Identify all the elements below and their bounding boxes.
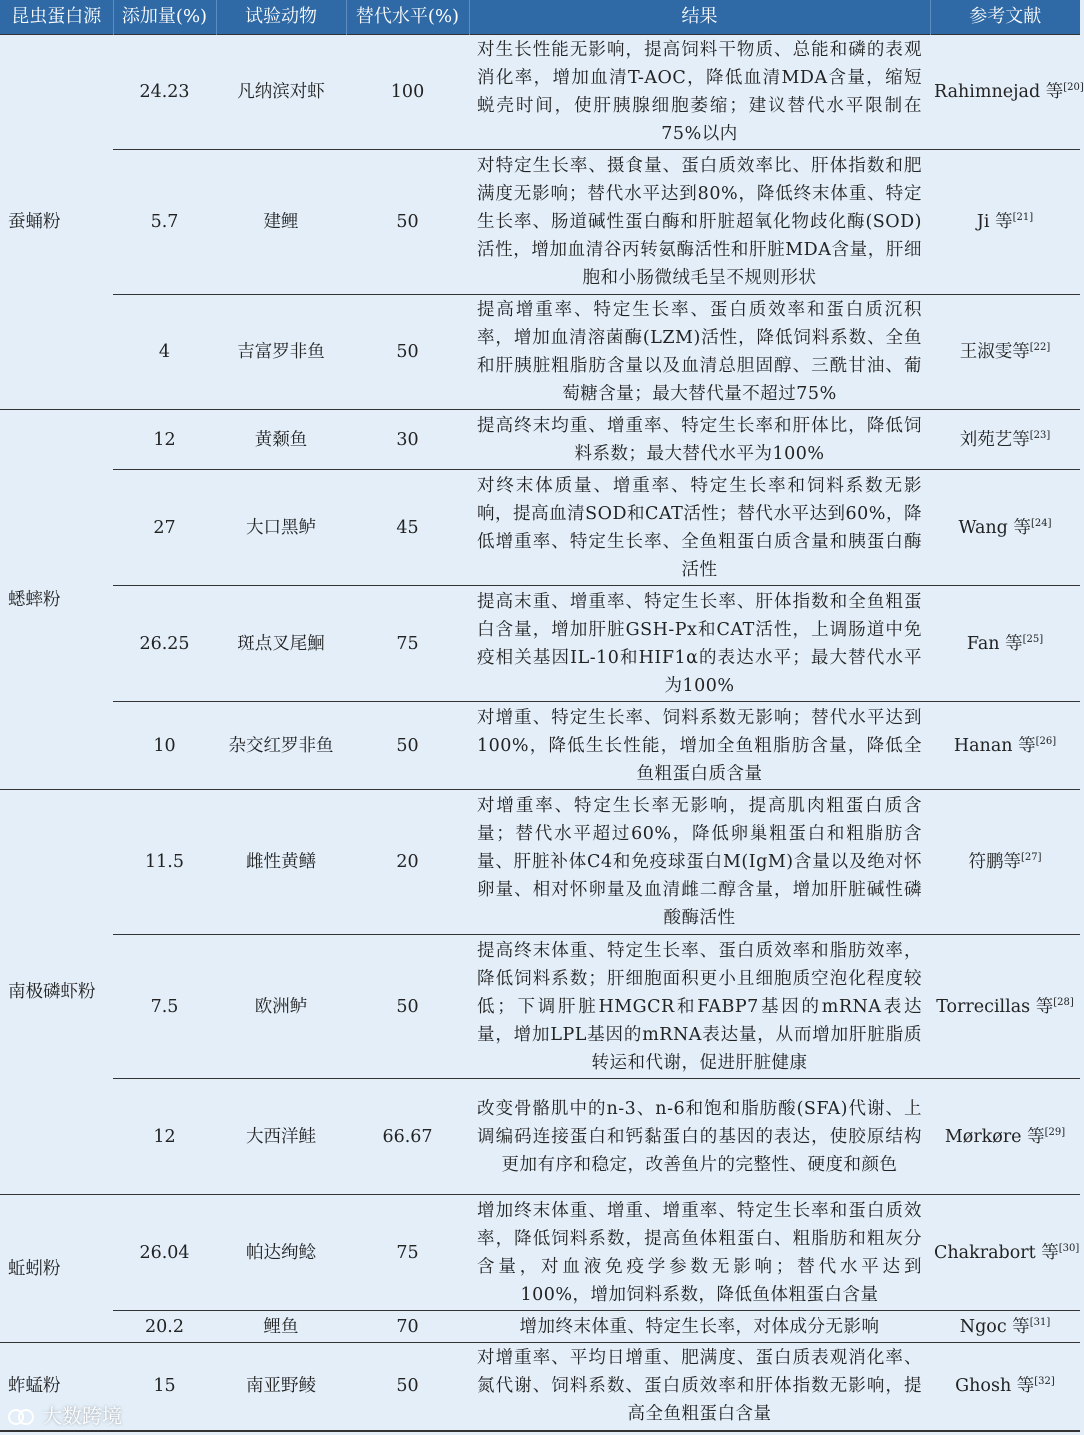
cell-amount: 26.04 — [113, 1195, 216, 1311]
table-row — [0, 1079, 1080, 1195]
ref-author: Chakrabort 等 — [934, 1242, 1059, 1263]
table-row — [0, 35, 1080, 150]
ref-number: [25] — [1022, 633, 1044, 645]
table-row — [0, 295, 1080, 410]
cell-animal: 鲤鱼 — [216, 1311, 346, 1343]
cell-level: 50 — [346, 935, 469, 1079]
cell-amount: 15 — [113, 1343, 216, 1431]
cell-ref — [930, 150, 1080, 295]
header-ref: 参考文献 — [930, 0, 1080, 35]
cell-result: 对增重、特定生长率、饲料系数无影响；替代水平达到100%，降低生长性能，增加全鱼粗脂肪含量，降低全鱼粗蛋白质含量 — [469, 702, 930, 790]
table-row — [0, 1195, 1080, 1311]
cell-result: 对增重率、平均日增重、肥满度、蛋白质表观消化率、氮代谢、饲料系数、蛋白质效率和肝体指数无影响，提高全鱼粗蛋白含量 — [469, 1343, 930, 1431]
cell-level: 45 — [346, 470, 469, 586]
table-row — [0, 1343, 1080, 1431]
cell-amount: 24.23 — [113, 35, 216, 150]
ref-author: Ngoc 等 — [959, 1316, 1030, 1337]
header-animal: 试验动物 — [216, 0, 346, 35]
cell-animal: 建鲤 — [216, 150, 346, 295]
cell-animal: 帕达绚鲶 — [216, 1195, 346, 1311]
cell-source: 南极磷虾粉 — [0, 790, 113, 1195]
cell-result: 对特定生长率、摄食量、蛋白质效率比、肝体指数和肥满度无影响；替代水平达到80%，降低终末体重、特定生长率、肠道碱性蛋白酶和肝脏超氧化物歧化酶(SOD)活性，增加血清谷丙转氨酶活性和肝脏MDA含量，肝细胞和小肠微绒毛呈不规则形状 — [469, 150, 930, 295]
cell-ref — [930, 470, 1080, 586]
cell-amount: 7.5 — [113, 935, 216, 1079]
ref-number: [20] — [1063, 82, 1084, 93]
table-row — [0, 470, 1080, 586]
cell-animal: 杂交红罗非鱼 — [216, 702, 346, 790]
cell-ref — [930, 35, 1084, 150]
cell-ref — [930, 1079, 1080, 1195]
table-row — [0, 1311, 1080, 1343]
cell-source: 蟋蟀粉 — [0, 410, 113, 790]
cell-result: 对终末体质量、增重率、特定生长率和饲料系数无影响，提高血清SOD和CAT活性；替代水平达到60%，降低增重率、特定生长率、全鱼粗蛋白质含量和胰蛋白酶活性 — [469, 470, 930, 586]
cell-animal: 凡纳滨对虾 — [216, 35, 346, 150]
cell-result: 提高终末体重、特定生长率、蛋白质效率和脂肪效率，降低饲料系数；肝细胞面积更小且细胞质空泡化程度较低；下调肝脏HMGCR和FABP7基因的mRNA表达量，增加LPL基因的mRNA表达量，从而增加肝脏脂质转运和代谢，促进肝脏健康 — [469, 935, 930, 1079]
ref-author: Wang 等 — [958, 517, 1031, 538]
ref-number: [27] — [1020, 852, 1042, 863]
table-row — [0, 410, 1080, 470]
ref-number: [23] — [1029, 429, 1051, 441]
ref-author: Ghosh 等 — [955, 1376, 1035, 1397]
table-row — [0, 935, 1080, 1079]
cell-result: 对生长性能无影响，提高饲料干物质、总能和磷的表观消化率，增加血清T-AOC，降低血清MDA含量，缩短蜕壳时间，使肝胰腺细胞萎缩；建议替代水平限制在75%以内 — [469, 35, 930, 150]
ref-number: [32] — [1034, 1376, 1055, 1388]
cell-amount: 11.5 — [113, 790, 216, 935]
ref-number: [21] — [1012, 212, 1034, 223]
cell-amount: 4 — [113, 295, 216, 410]
cell-amount: 5.7 — [113, 150, 216, 295]
cell-amount: 10 — [113, 702, 216, 790]
cell-result: 对增重率、特定生长率无影响，提高肌肉粗蛋白质含量；替代水平超过60%，降低卵巢粗蛋白和粗脂肪含量、肝脏补体C4和免疫球蛋白M(IgM)含量以及绝对怀卵量、相对怀卵量及血清雌二醇含量，增加肝脏碱性磷酸酶活性 — [469, 790, 930, 935]
ref-author: Ji 等 — [976, 212, 1013, 232]
cell-animal: 黄颡鱼 — [216, 410, 346, 470]
ref-author: Mørkøre 等 — [944, 1126, 1045, 1147]
cell-ref — [930, 295, 1080, 410]
cell-level: 50 — [346, 1343, 469, 1431]
cell-result: 提高末重、增重率、特定生长率、肝体指数和全鱼粗蛋白含量，增加肝脏GSH-Px和CAT活性，上调肠道中免疫相关基因IL-10和HIF1α的表达水平；最大替代水平为100% — [469, 586, 930, 702]
cell-ref — [930, 586, 1080, 702]
cell-level: 100 — [346, 35, 469, 150]
header-level: 替代水平(%) — [346, 0, 469, 35]
cell-ref — [930, 790, 1080, 935]
cell-ref — [930, 1343, 1080, 1431]
ref-author: Fan 等 — [966, 633, 1023, 654]
cell-result: 增加终末体重、特定生长率，对体成分无影响 — [469, 1311, 930, 1343]
cell-level: 20 — [346, 790, 469, 935]
cell-ref — [930, 1311, 1080, 1343]
ref-number: [28] — [1053, 996, 1074, 1008]
cell-ref — [930, 1195, 1080, 1311]
cell-amount: 12 — [113, 1079, 216, 1195]
header-amount: 添加量(%) — [113, 0, 216, 35]
cell-level: 75 — [346, 1195, 469, 1311]
table-row — [0, 790, 1080, 935]
cell-level: 50 — [346, 295, 469, 410]
cell-source: 蚯蚓粉 — [0, 1195, 113, 1343]
watermark-logo-icon — [8, 1405, 38, 1425]
cell-animal: 雌性黄鳝 — [216, 790, 346, 935]
cell-animal: 斑点叉尾鮰 — [216, 586, 346, 702]
ref-number: [24] — [1030, 517, 1052, 529]
cell-level: 50 — [346, 150, 469, 295]
ref-author: 王淑雯等 — [959, 342, 1030, 362]
header-row — [0, 0, 1080, 35]
table-row — [0, 586, 1080, 702]
cell-level: 50 — [346, 702, 469, 790]
cell-animal: 欧洲鲈 — [216, 935, 346, 1079]
cell-animal: 吉富罗非鱼 — [216, 295, 346, 410]
header-result: 结果 — [469, 0, 930, 35]
cell-result: 提高终末均重、增重率、特定生长率和肝体比，降低饲料系数；最大替代水平为100% — [469, 410, 930, 470]
ref-number: [31] — [1029, 1316, 1051, 1328]
cell-result: 改变骨骼肌中的n-3、n-6和饱和脂肪酸(SFA)代谢、上调编码连接蛋白和钙黏蛋白的基因的表达，使胶原结构更加有序和稳定，改善鱼片的完整性、硬度和颜色 — [469, 1079, 930, 1195]
ref-number: [30] — [1058, 1242, 1080, 1254]
ref-number: [29] — [1044, 1126, 1066, 1138]
ref-number: [26] — [1035, 735, 1057, 747]
cell-amount: 20.2 — [113, 1311, 216, 1343]
cell-level: 66.67 — [346, 1079, 469, 1195]
table-row — [0, 150, 1080, 295]
ref-number: [22] — [1029, 342, 1051, 353]
ref-author: 刘苑艺等 — [959, 429, 1030, 450]
cell-amount: 27 — [113, 470, 216, 586]
cell-amount: 12 — [113, 410, 216, 470]
ref-author: Hanan 等 — [953, 735, 1036, 756]
cell-level: 75 — [346, 586, 469, 702]
ref-author: Rahimnejad 等 — [934, 82, 1064, 102]
watermark-text: 大数跨境 — [42, 1404, 122, 1428]
cell-ref — [930, 702, 1080, 790]
cell-level: 30 — [346, 410, 469, 470]
cell-result: 增加终末体重、增重、增重率、特定生长率和蛋白质效率，降低饲料系数，提高鱼体粗蛋白、粗脂肪和粗灰分含量，对血液免疫学参数无影响；替代水平达到100%，增加饲料系数，降低鱼体粗蛋白含量 — [469, 1195, 930, 1311]
cell-result: 提高增重率、特定生长率、蛋白质效率和蛋白质沉积率，增加血清溶菌酶(LZM)活性，降低饲料系数、全鱼和肝胰脏粗脂肪含量以及血清总胆固醇、三酰甘油、葡萄糖含量；最大替代量不超过75% — [469, 295, 930, 410]
table-row — [0, 702, 1080, 790]
cell-ref — [930, 935, 1080, 1079]
cell-animal: 大口黑鲈 — [216, 470, 346, 586]
header-source: 昆虫蛋白源 — [0, 0, 113, 35]
watermark — [8, 1400, 122, 1429]
ref-author: Torrecillas 等 — [936, 996, 1054, 1017]
ref-author: 符鹏等 — [968, 852, 1021, 872]
cell-level: 70 — [346, 1311, 469, 1343]
cell-animal: 大西洋鲑 — [216, 1079, 346, 1195]
cell-amount: 26.25 — [113, 586, 216, 702]
cell-source: 蚕蛹粉 — [0, 35, 113, 410]
cell-ref — [930, 410, 1080, 470]
cell-source: 蚱蜢粉 — [0, 1343, 113, 1431]
cell-animal: 南亚野鲮 — [216, 1343, 346, 1431]
